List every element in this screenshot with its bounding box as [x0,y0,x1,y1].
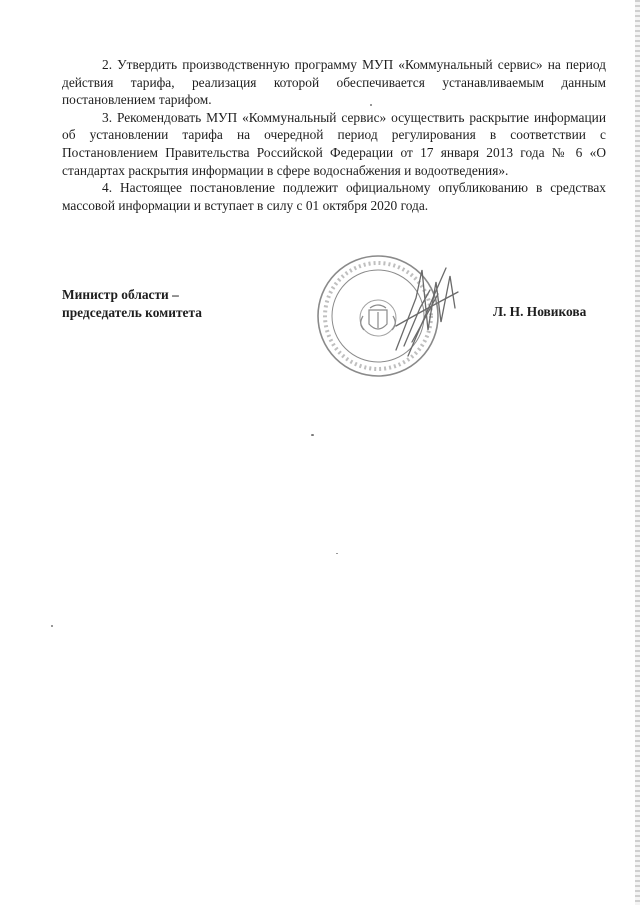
scan-speck [311,434,314,436]
paragraph-2: 2. Утвердить производственную программу МУП «Коммунальный сервис» на период действия тарифа, реализация которой обеспечивается устанавливаемым данным постановлением тарифом. [62,57,606,108]
signatory-position [62,286,202,321]
official-stamp-with-signature [300,238,480,388]
stamp-emblem-icon [361,305,396,330]
paragraph-4: 4. Настоящее постановление подлежит официальному опубликованию в средствах массовой информации и вступает в силу с 01 октября 2020 года. [62,180,606,213]
signatory-name: Л. Н. Новикова [493,304,587,319]
scan-edge [635,0,640,905]
scan-speck [370,104,372,106]
signatory-position-line1: Министр области – [62,287,179,302]
scan-speck [336,553,338,554]
document-body [62,56,606,214]
scan-speck [51,625,53,627]
signatory-position-line2: председатель комитета [62,304,202,320]
paragraph-3: 3. Рекомендовать МУП «Коммунальный сервис» осуществить раскрытие информации об установлении тарифа на очередной период регулирования в соответствии с Постановлением Правительства Российской Федерации от 17 января 2013 года № 6 «О стандартах раскрытия информации в сфере водоснабжения и водоотведения». [62,109,606,178]
